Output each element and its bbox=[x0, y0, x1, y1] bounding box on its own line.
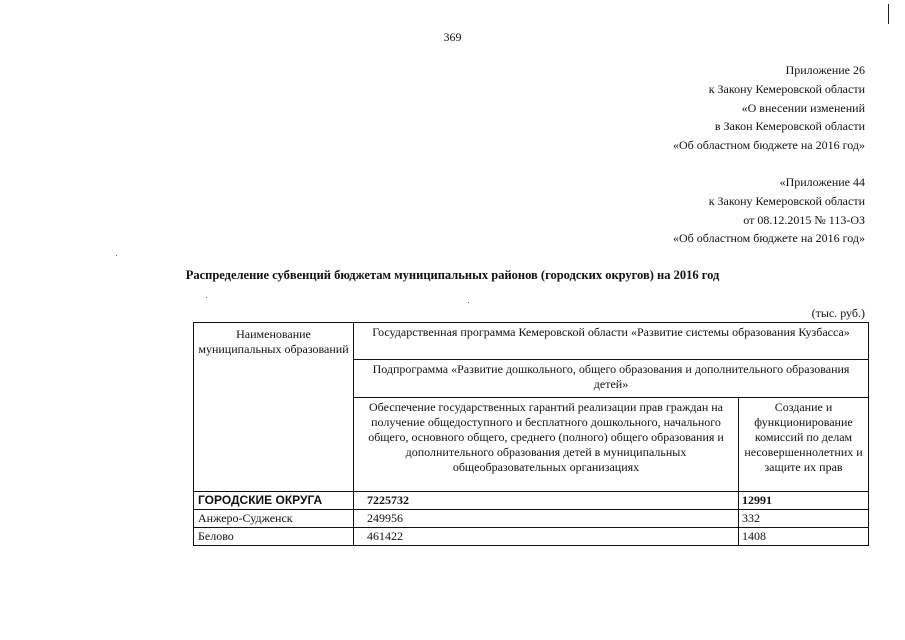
appendix-44-line: к Закону Кемеровской области bbox=[708, 193, 865, 208]
table-header-row bbox=[194, 323, 869, 360]
row-value-col1: 249956 bbox=[354, 510, 739, 528]
row-value-col2: 12991 bbox=[739, 492, 869, 510]
appendix-26-line: «Об областном бюджете на 2016 год» bbox=[673, 138, 865, 153]
header-subprogram: Подпрограмма «Развитие дошкольного, общего образования и дополнительного образования детей» bbox=[354, 360, 869, 398]
row-name: ГОРОДСКИЕ ОКРУГА bbox=[194, 492, 354, 510]
unit-label: (тыс. руб.) bbox=[811, 306, 865, 320]
appendix-26-line: к Закону Кемеровской области bbox=[708, 81, 865, 96]
appendix-44-line: от 08.12.2015 № 113-ОЗ bbox=[743, 212, 865, 227]
page-number: 369 bbox=[443, 30, 462, 44]
table-row bbox=[194, 528, 869, 546]
row-value-col2: 332 bbox=[739, 510, 869, 528]
scan-speck bbox=[116, 255, 117, 256]
row-name: Анжеро-Судженск bbox=[194, 510, 354, 528]
scan-speck bbox=[206, 297, 207, 298]
row-value-col2: 1408 bbox=[739, 528, 869, 546]
header-minors-commissions: Создание и функционирование комиссий по делам несовершеннолетних и защите их прав bbox=[739, 398, 869, 492]
appendix-44-header bbox=[673, 173, 865, 248]
scan-artifact-mark bbox=[888, 4, 889, 24]
appendix-44-line: «Приложение 44 bbox=[779, 175, 865, 189]
appendix-26-header bbox=[673, 61, 865, 155]
row-name: Белово bbox=[194, 528, 354, 546]
appendix-44-line: «Об областном бюджете на 2016 год» bbox=[673, 231, 865, 246]
appendix-26-line: Приложение 26 bbox=[785, 63, 865, 77]
row-value-col1: 7225732 bbox=[354, 492, 739, 510]
appendix-26-line: «О внесении изменений bbox=[741, 100, 865, 115]
row-value-col1: 461422 bbox=[354, 528, 739, 546]
header-education-guarantees: Обеспечение государственных гарантий реализации прав граждан на получение общедоступного и бесплатного дошкольного, начального общего, основного общего, среднего (полного) общего образования и дополнительного образования детей в муниципальных общеобразовательных организациях bbox=[354, 398, 739, 492]
table-row bbox=[194, 492, 869, 510]
header-state-program: Государственная программа Кемеровской области «Развитие системы образования Кузбасса» bbox=[354, 323, 869, 360]
appendix-26-line: в Закон Кемеровской области bbox=[714, 119, 865, 134]
header-municipality-name: Наименование муниципальных образований bbox=[194, 323, 354, 492]
document-title: Распределение субвенций бюджетам муниципальных районов (городских округов) на 2016 год bbox=[185, 268, 720, 282]
subventions-table bbox=[193, 322, 869, 546]
scan-speck bbox=[468, 302, 469, 303]
table-row bbox=[194, 510, 869, 528]
